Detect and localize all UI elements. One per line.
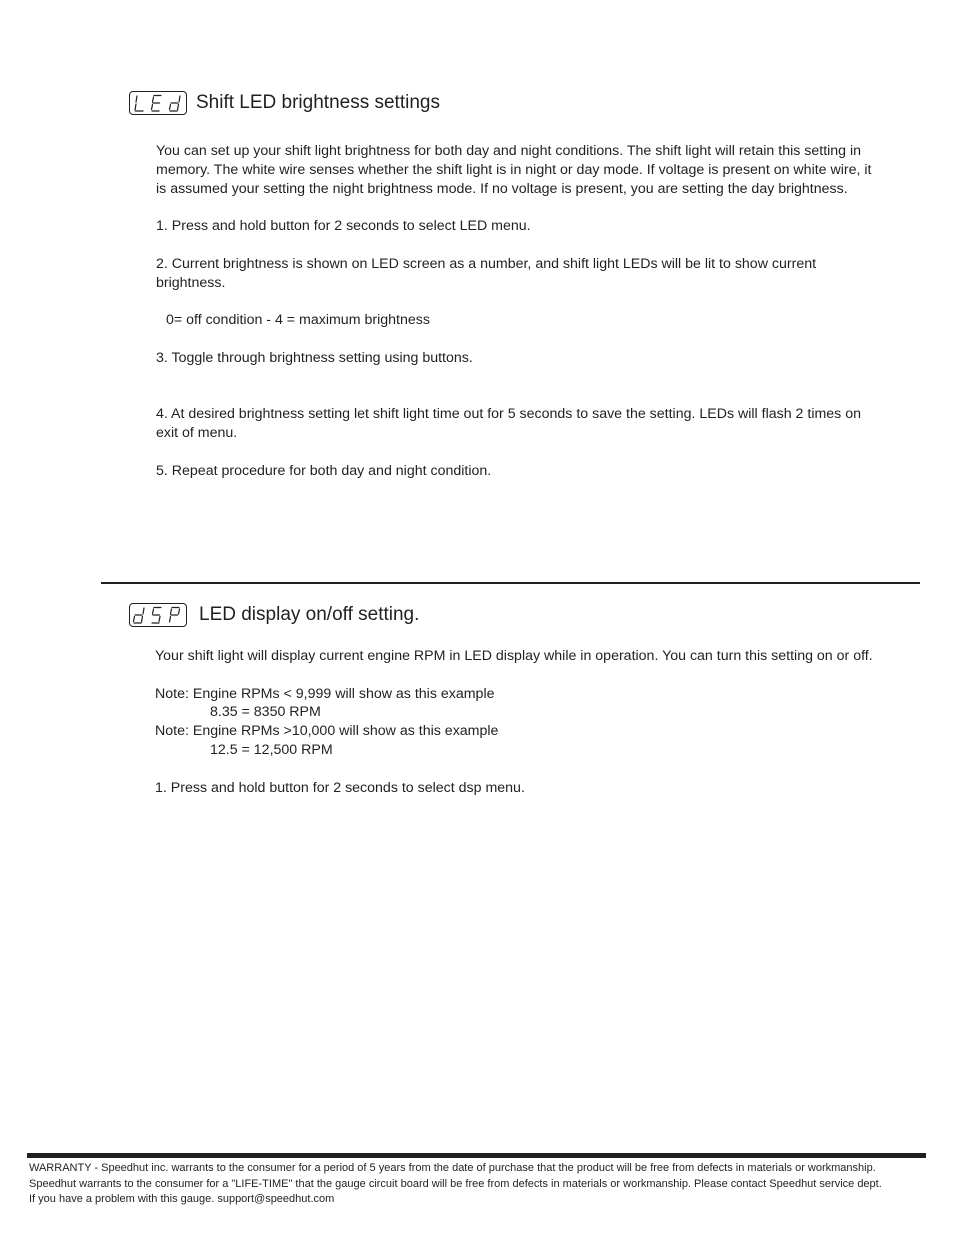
dsp-example-1: 8.35 = 8350 RPM (210, 704, 321, 721)
dsp-section-header (129, 603, 419, 627)
warranty-line-3: If you have a problem with this gauge. support@speedhut.com (29, 1193, 335, 1205)
warranty-notice (29, 1161, 929, 1208)
dsp-example-2: 12.5 = 12,500 RPM (210, 741, 333, 758)
footer-rule (27, 1153, 926, 1158)
warranty-line-1: WARRANTY - Speedhut inc. warrants to the consumer for a period of 5 years from the date of purchase that the product will be free from defects in materials or workmanship. (29, 1162, 876, 1174)
led-intro-paragraph: You can set up your shift light brightness for both day and night conditions. The shift light will retain this setting in memory. The white wire senses whether the shift light is in night or day mode. If voltage is present on white wire, it is assumed your setting the night brightness mode. If no voltage is present, you are setting the day brightness. (156, 143, 872, 197)
led-segment-display-icon (129, 91, 187, 115)
led-section-title: Shift LED brightness settings (196, 92, 440, 113)
led-brightness-range: 0= off condition - 4 = maximum brightness (166, 312, 430, 329)
dsp-section-title: LED display on/off setting. (199, 604, 420, 625)
dsp-step-1: 1. Press and hold button for 2 seconds to select dsp menu. (155, 779, 525, 796)
led-section-body (156, 142, 884, 480)
led-step-1: 1. Press and hold button for 2 seconds to select LED menu. (156, 218, 531, 235)
dsp-note-1: Note: Engine RPMs < 9,999 will show as this example (155, 685, 495, 702)
dsp-intro-paragraph: Your shift light will display current engine RPM in LED display while in operation. You can turn this setting on or off. (155, 648, 873, 664)
dsp-segment-display-icon (129, 603, 187, 627)
led-step-5: 5. Repeat procedure for both day and night condition. (156, 462, 492, 479)
section-divider (101, 582, 920, 584)
led-step-2: 2. Current brightness is shown on LED screen as a number, and shift light LEDs will be lit to show current brightness. (156, 255, 817, 291)
led-section-header (129, 91, 440, 115)
led-step-3: 3. Toggle through brightness setting using buttons. (156, 349, 473, 366)
led-step-4: 4. At desired brightness setting let shift light time out for 5 seconds to save the setting. LEDs will flash 2 times on exit of menu. (156, 406, 862, 441)
warranty-line-2: Speedhut warrants to the consumer for a "LIFE-TIME" that the gauge circuit board will be free from defects in materials or workmanship. Please contact Speedhut service dept. (29, 1177, 882, 1190)
dsp-note-2: Note: Engine RPMs >10,000 will show as this example (155, 723, 499, 740)
dsp-section-body (155, 647, 883, 797)
